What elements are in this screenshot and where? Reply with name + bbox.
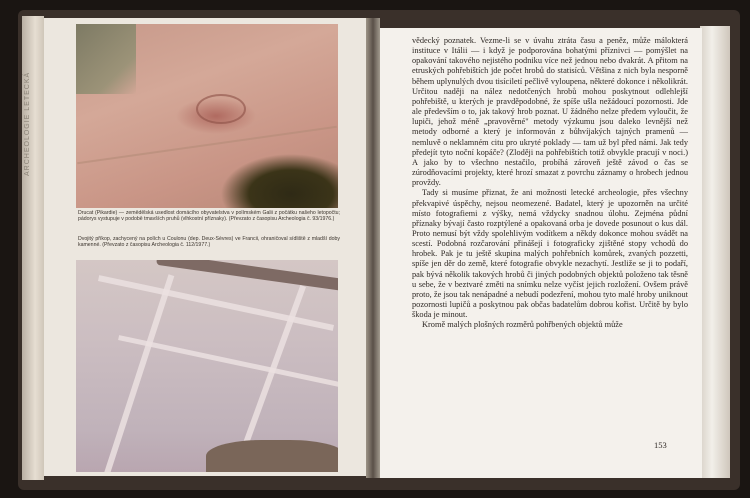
book-spine-edge — [22, 16, 44, 480]
paragraph: Kromě malých plošných rozměrů pohřbených objektů může — [422, 320, 623, 330]
page-edge-right — [700, 26, 730, 478]
field-streak — [77, 126, 337, 164]
photo-caption-top: Drucat (Pikardie) — zemědělská usedlost domácího obyvatelstva v polímském Galii z počátku našeho letopočtu; pádorys vystupuje v podobě tmavších pruhů (vlhkostní příznaky). (Převzato z časopisu Archeologia č. 93/1976.) — [78, 210, 340, 223]
aerial-photo-top — [76, 24, 338, 208]
book-gutter — [366, 18, 380, 478]
spine-title: ARCHEOLOGIE LETECKÁ — [24, 71, 31, 176]
page-number: 153 — [654, 440, 667, 450]
photo-caption-bottom: Dvojitý příkop, zachycený na polích u Coulonu (dep. Deux-Sèvres) ve Francii, ohraničoval sídliště z mladší doby kamenné. (Převzato z časopisu Archeologia č. 112/1977.) — [78, 236, 340, 249]
photo-corner-shadow — [76, 24, 136, 94]
grass-patch — [206, 440, 338, 472]
paragraph: Tady si musíme přiznat, že ani možnosti letecké archeologie, přes všechny překvapivé úspěchy, nejsou neomezené. Badatel, který je upozorněn na určité místo fotografiemi z výšky, nemá vždycky snadnou úlohu. Zejména půdní příznaky bývají často rozptýlené a opakovaná orba je dovede posunout o kus dál. Proto nemusí být vždy spolehlivým vodítkem a někdy dokonce mohou svádět na scestí. Podobná rozčarování přinášejí i fotograficky zjištěné stopy vchodů do hrobek. Pak je tu ještě skupina malých pohřebních komůrek, zvaných pozzetti, spíše jen děr do země, které fotografie obvykle nezachytí. Jestliže se ji to podaří, pak bývá několik takových hrobů či jiných podobných objektů položeno tak těsně u sebe, že v beztvaré změti na snímku nelze vyčíst jejich rozložení. Ovšem právě proto, že jsou tak nenápadné a nebudí podezření, mohou tyto malé hroby uniknout pozornosti lupičů a poskytnou pak občas badatelům dobrou kořist. Určitě by bylo škoda je minout. — [412, 188, 688, 320]
paragraph: vědecký poznatek. Vezme-li se v úvahu ztráta času a peněz, může málokterá instituce v Itálii — i když je podporována bohatými příznivci — pomýšlet na opakování takového nejistého podniku více než jednou nebo dvakrát. A přitom na etruských pohřebištích jde počet hrobů do statisíců. Většina z nich byla nesporně během uplynulých dvou tisíciletí pečlivě vyloupena, některé dokonce i několikrát. Určitou naději na nález nedotčených hrobů mohou poskytnout odlehlejší pohřebiště, u kterých je pravděpodobné, že spíše ušla nežádoucí pozornosti. Jde ale především o to, jak takový hrob poznat. U žádného nelze předem vyloučit, že lupiči, jehož méně „pravověrné" metody výzkumu jsou daleko levnější než metody odborné a který je informován z bůhvíjakých tajných pramenů — nemluvě o neklamném citu pro ukryté poklady — tam už byl před námi. Jak tedy předejít tyto noční kopáče? (Zloději na pohřebištích totiž obvykle pracují v noci.) A jako by to všechno nestačilo, probíhá zároveň ještě závod o čas se zúrodňovacími projekty, které hrozí smazat z povrchu záznamy o hrobech jednou provždy. — [412, 36, 688, 188]
crop-mark-outline — [196, 94, 246, 124]
field-line — [104, 274, 175, 472]
aerial-photo-bottom — [76, 260, 338, 472]
body-text — [412, 36, 688, 331]
hedgerow — [156, 260, 338, 291]
